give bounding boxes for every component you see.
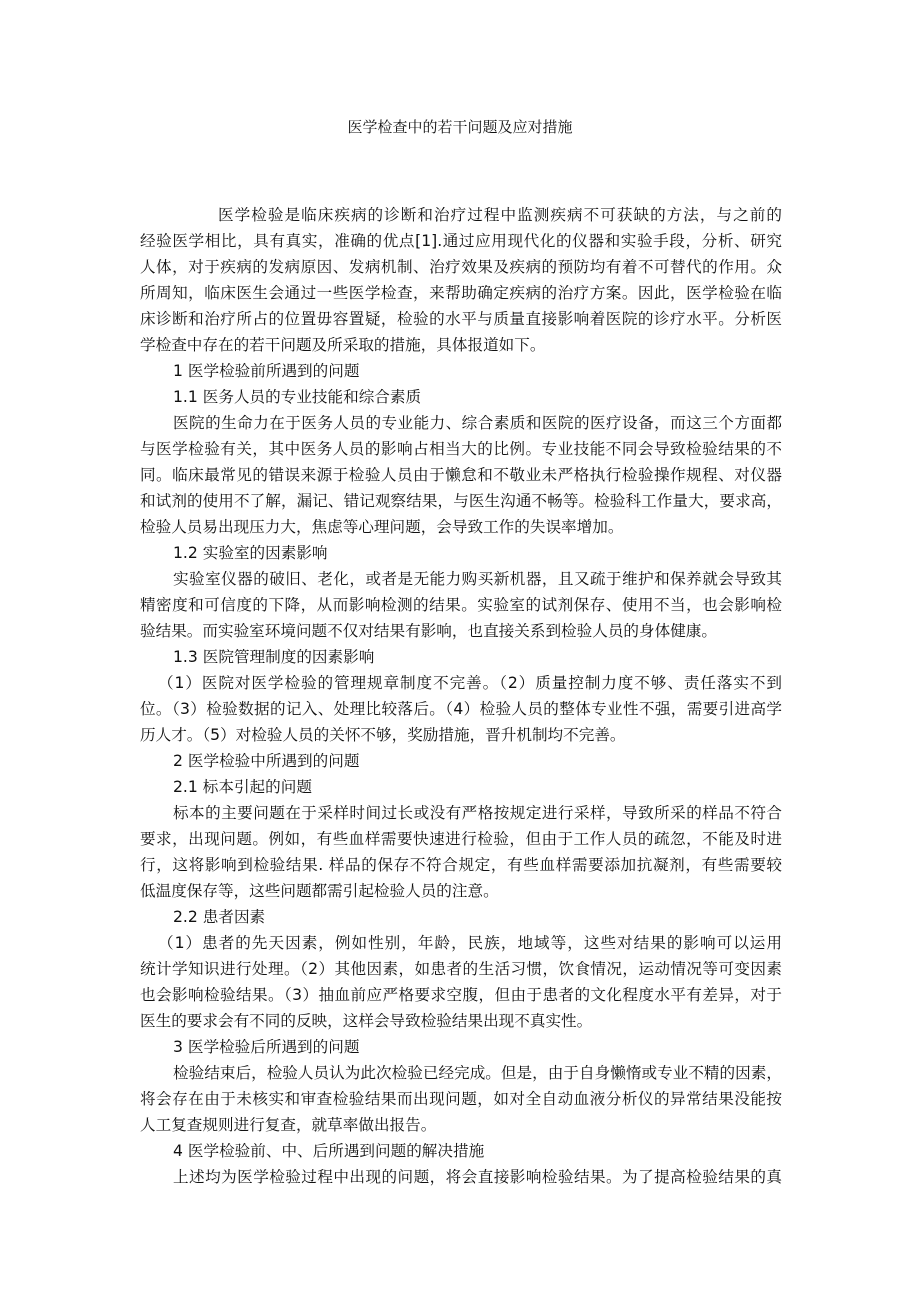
- text-line: 所周知，临床医生会通过一些医学检查，来帮助确定疾病的治疗方案。因此，医学检验在临: [140, 284, 782, 302]
- section-heading: [140, 644, 782, 670]
- text-line: 低温度保存等，这些问题都需引起检验人员的注意。: [140, 882, 499, 900]
- paragraph: [140, 1164, 782, 1190]
- section-heading: [140, 1034, 782, 1060]
- section-heading: [140, 358, 782, 384]
- text-line: 也会影响检验结果。（3）抽血前应严格要求空腹，但由于患者的文化程度水平有差异，对于: [140, 986, 782, 1004]
- text-line: 医院的生命力在于医务人员的专业能力、综合素质和医院的医疗设备，而这三个方面都: [173, 414, 782, 432]
- text-line: 标本的主要问题在于采样时间过长或没有严格按规定进行采样，导致所采的样品不符合: [173, 804, 782, 822]
- section-heading: [140, 748, 782, 774]
- text-line: 将会存在由于未核实和审查检验结果而出现问题，如对全自动血液分析仪的异常结果没能按: [140, 1090, 782, 1108]
- text-line: 4 医学检验前、中、后所遇到问题的解决措施: [173, 1142, 485, 1160]
- text-line: 实验室仪器的破旧、老化，或者是无能力购买新机器，且又疏于维护和保养就会导致其: [173, 570, 782, 588]
- text-line: 2.2 患者因素: [173, 908, 266, 926]
- paragraph: [140, 800, 782, 904]
- section-heading: [140, 774, 782, 800]
- paragraph: [140, 566, 782, 644]
- section-heading: [140, 384, 782, 410]
- text-line: 3 医学检验后所遇到的问题: [173, 1038, 360, 1056]
- text-line: 统计学知识进行处理。（2）其他因素，如患者的生活习惯，饮食情况，运动情况等可变因素: [140, 960, 782, 978]
- text-line: 验结果。而实验室环境问题不仅对结果有影响，也直接关系到检验人员的身体健康。: [140, 622, 717, 640]
- paragraph: [140, 410, 782, 540]
- text-line: 行，这将影响到检验结果. 样品的保存不符合规定，有些血样需要添加抗凝剂，有些需要较: [140, 856, 782, 874]
- text-line: 与医学检验有关，其中医务人员的影响占相当大的比例。专业技能不同会导致检验结果的不: [140, 440, 782, 458]
- text-line: 2.1 标本引起的问题: [173, 778, 312, 796]
- text-line: （1）患者的先天因素，例如性别，年龄，民族，地域等，这些对结果的影响可以运用: [158, 934, 782, 952]
- text-line: 和试剂的使用不了解，漏记、错记观察结果，与医生沟通不畅等。检验科工作量大，要求高，: [140, 492, 782, 510]
- paragraph: [140, 1060, 782, 1138]
- text-line: 经验医学相比，具有真实，准确的优点[1].通过应用现代化的仪器和实验手段，分析、研究: [140, 232, 782, 250]
- text-line: 1.1 医务人员的专业技能和综合素质: [173, 388, 422, 406]
- paragraph: [140, 670, 782, 748]
- text-line: 1.3 医院管理制度的因素影响: [173, 648, 375, 666]
- text-line: （1）医院对医学检验的管理规章制度不完善。（2）质量控制力度不够、责任落实不到: [158, 674, 782, 692]
- section-heading: [140, 540, 782, 566]
- paragraph: [140, 930, 782, 1034]
- paragraph: [140, 202, 782, 358]
- text-line: 检验人员易出现压力大，焦虑等心理问题，会导致工作的失误率增加。: [140, 518, 624, 536]
- document-body: [140, 202, 782, 1190]
- text-line: 检验结束后，检验人员认为此次检验已经完成。但是，由于自身懒惰或专业不精的因素，: [173, 1064, 782, 1082]
- text-line: 2 医学检验中所遇到的问题: [173, 752, 360, 770]
- text-line: 位。（3）检验数据的记入、处理比较落后。（4）检验人员的整体专业性不强，需要引进高学: [140, 700, 782, 718]
- text-line: 人工复查规则进行复查，就草率做出报告。: [140, 1116, 437, 1134]
- text-line: 床诊断和治疗所占的位置毋容置疑，检验的水平与质量直接影响着医院的诊疗水平。分析医: [140, 310, 782, 328]
- text-line: 1.2 实验室的因素影响: [173, 544, 328, 562]
- text-line: 人体，对于疾病的发病原因、发病机制、治疗效果及疾病的预防均有着不可替代的作用。众: [140, 258, 782, 276]
- text-line: 上述均为医学检验过程中出现的问题，将会直接影响检验结果。为了提高检验结果的真: [173, 1168, 782, 1186]
- document-title: 医学检查中的若干问题及应对措施: [347, 118, 573, 136]
- text-line: 1 医学检验前所遇到的问题: [173, 362, 360, 380]
- text-line: 医生的要求会有不同的反映，这样会导致检验结果出现不真实性。: [140, 1012, 593, 1030]
- section-heading: [140, 1138, 782, 1164]
- text-line: 要求，出现问题。例如，有些血样需要快速进行检验，但由于工作人员的疏忽，不能及时进: [140, 830, 782, 848]
- text-line: 历人才。（5）对检验人员的关怀不够，奖励措施，晋升机制均不完善。: [140, 726, 626, 744]
- text-line: 医学检验是临床疾病的诊断和治疗过程中监测疾病不可获缺的方法，与之前的: [218, 206, 782, 224]
- text-line: 精密度和可信度的下降，从而影响检测的结果。实验室的试剂保存、使用不当，也会影响检: [140, 596, 782, 614]
- section-heading: [140, 904, 782, 930]
- text-line: 学检查中存在的若干问题及所采取的措施，具体报道如下。: [140, 336, 546, 354]
- text-line: 同。临床最常见的错误来源于检验人员由于懒怠和不敬业未严格执行检验操作规程、对仪器: [140, 466, 782, 484]
